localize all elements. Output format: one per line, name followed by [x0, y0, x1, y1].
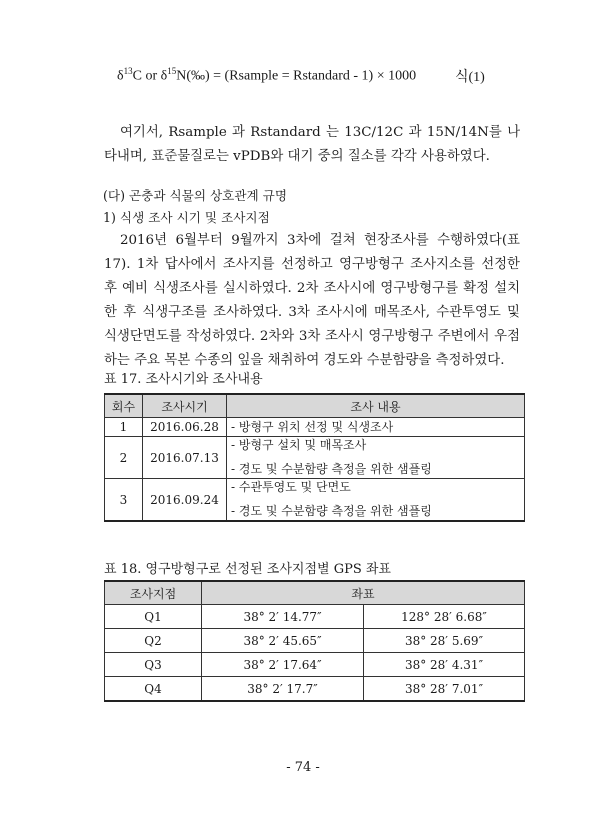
- survey-schedule-table: [104, 393, 525, 522]
- header-site: 조사지점: [105, 581, 202, 605]
- section-heading: (다) 곤충과 식물의 상호관계 규명: [103, 188, 287, 203]
- round-cell: 2: [105, 437, 143, 479]
- header-content: 조사 내용: [227, 394, 525, 418]
- header-date: 조사시기: [143, 394, 227, 418]
- round-cell: 1: [105, 418, 143, 437]
- table-row: [105, 437, 525, 479]
- round-cell: 3: [105, 479, 143, 522]
- content-item: - 방형구 설치 및 매목조사: [231, 438, 367, 452]
- latitude-cell: 38° 2′ 17.7″: [202, 677, 364, 702]
- header-round: 회수: [105, 394, 143, 418]
- longitude-cell: 38° 28′ 7.01″: [364, 677, 525, 702]
- table-row: [105, 629, 525, 653]
- table-header-row: [105, 394, 525, 418]
- paragraph-survey: 2016년 6월부터 9월까지 3차에 걸쳐 현장조사를 수행하였다(표 17). 1차 답사에서 조사지를 선정하고 영구방형구 조사지소를 선정한 후 예비 식생조사를 실시하였다. 2차 조사시에 영구방형구를 확정 설치한 후 식생구조를 조사하였다. 3차 조사시에 매목조사, 수관투영도 및 식생단면도를 작성하였다. 2차와 3차 조사시 영구방형구 주변에서 우점하는 주요 목본 수종의 잎을 채취하여 경도와 수분함량을 측정하였다.: [104, 233, 520, 368]
- table-row: [105, 418, 525, 437]
- table17-caption: 표 17. 조사시기와 조사내용: [104, 372, 263, 387]
- longitude-cell: 38° 28′ 5.69″: [364, 629, 525, 653]
- formula-delta: δ: [117, 68, 124, 84]
- site-cell: Q4: [105, 677, 202, 702]
- content-item: - 수관투영도 및 단면도: [231, 480, 351, 494]
- content-cell: [227, 437, 525, 479]
- gps-coordinates-table: [104, 580, 525, 702]
- date-cell: 2016.09.24: [143, 479, 227, 522]
- formula-sup-13: 13: [123, 66, 133, 76]
- header-coordinates: 좌표: [202, 581, 525, 605]
- site-cell: Q1: [105, 605, 202, 629]
- table-row: [105, 479, 525, 522]
- content-item: - 방형구 위치 선정 및 식생조사: [231, 419, 394, 434]
- formula-part-c: N(‰) = (Rsample = Rstandard - 1) × 1000: [176, 68, 417, 84]
- table18-caption: 표 18. 영구방형구로 선정된 조사지점별 GPS 좌표: [104, 562, 391, 577]
- paragraph-definitions: 여기서, Rsample 과 Rstandard 는 13C/12C 과 15N/14N를 나타내며, 표준물질로는 vPDB와 대기 중의 질소를 각각 사용하였다.: [104, 125, 520, 164]
- isotope-formula: [117, 66, 497, 85]
- date-cell: 2016.07.13: [143, 437, 227, 479]
- content-cell: [227, 418, 525, 437]
- content-item: - 경도 및 수분함량 측정을 위한 샘플링: [231, 462, 432, 476]
- site-cell: Q2: [105, 629, 202, 653]
- equation-number: 식(1): [455, 70, 485, 85]
- table-row: [105, 653, 525, 677]
- longitude-cell: 128° 28′ 6.68″: [364, 605, 525, 629]
- latitude-cell: 38° 2′ 17.64″: [202, 653, 364, 677]
- page-number: - 74 -: [286, 760, 320, 775]
- latitude-cell: 38° 2′ 45.65″: [202, 629, 364, 653]
- content-item: - 경도 및 수분함량 측정을 위한 샘플링: [231, 504, 432, 518]
- table-header-row: [105, 581, 525, 605]
- date-cell: 2016.06.28: [143, 418, 227, 437]
- formula-part-b: C or δ: [132, 68, 168, 84]
- latitude-cell: 38° 2′ 14.77″: [202, 605, 364, 629]
- site-cell: Q3: [105, 653, 202, 677]
- table-row: [105, 605, 525, 629]
- subsection-heading: 1) 식생 조사 시기 및 조사지점: [103, 210, 270, 225]
- longitude-cell: 38° 28′ 4.31″: [364, 653, 525, 677]
- table-row: [105, 677, 525, 702]
- content-cell: [227, 479, 525, 522]
- formula-sup-15: 15: [167, 66, 177, 76]
